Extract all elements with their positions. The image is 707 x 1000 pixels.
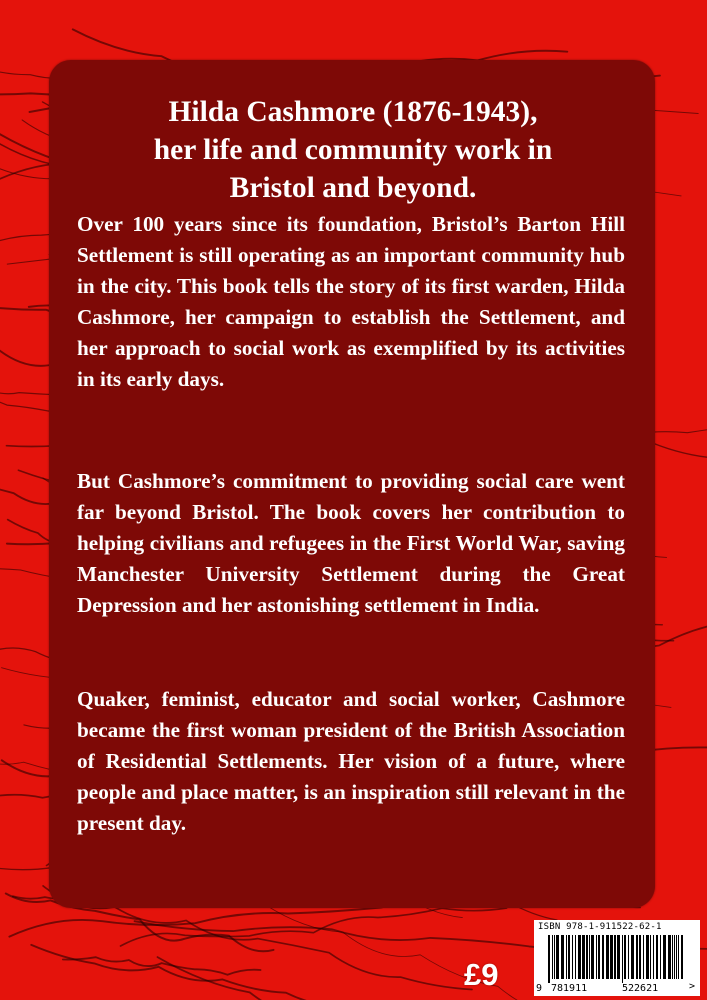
barcode-bar [602,935,604,979]
barcode-first-digit: 9 [536,983,543,994]
barcode-bar [575,935,576,979]
barcode-bar [610,935,613,979]
isbn-number: ISBN 978-1-911522-62-1 [538,922,662,932]
barcode-bar [554,935,555,979]
barcode-bar [572,935,573,979]
title-line-2: her life and community work in [153,134,553,166]
barcode-right-digits: 522621 [622,983,659,994]
barcode-bar [614,935,616,979]
barcode-bar [628,935,629,979]
barcode-bar [674,935,675,979]
barcode-bar [631,935,634,979]
barcode-bar [639,935,641,979]
barcode-bar [596,935,597,979]
blurb-paragraph-3: Quaker, feminist, educator and social worker, Cashmore became the first woman president of the British Association of Residential Settlements. Her vision of a future, where people and place matter, is an inspiration still relevant in the present day. [77,687,625,835]
barcode-bar [566,935,567,979]
barcode-bar [681,935,683,979]
blurb-paragraph-1: Over 100 years since its foundation, Bristol’s Barton Hill Settlement is still operating as an important community hub in the city. This book tells the story of its first warden, Hilda Cashmore, her campaign to establish the Settlement, and her approach to social work as exemplified by its activities in its early days. [77,212,625,391]
barcode-bar [672,935,673,979]
price-label: £9 [464,957,499,992]
book-title [60,93,646,207]
barcode-bar [598,935,600,979]
title-line-3: Bristol and beyond. [229,172,477,204]
barcode-bar [668,935,671,979]
barcode-bar [568,935,570,979]
barcode-bar [676,935,677,979]
barcode-left-digits: 781911 [551,983,588,994]
barcode-bar [622,935,623,983]
barcode-quiet-zone-mark: > [689,981,696,992]
barcode-bar [591,935,594,979]
barcode-bar [656,935,658,979]
barcode-bar [606,935,609,979]
barcode-bar [643,935,644,979]
barcode-bar [578,935,581,979]
barcode-bar [556,935,559,979]
title-line-1: Hilda Cashmore (1876-1943), [168,96,538,128]
barcode-bar [586,935,588,979]
barcode-bar [660,935,661,979]
barcode-bar [636,935,638,979]
barcode-bar [624,935,626,979]
barcode-bar [663,935,666,979]
barcode-bar [582,935,585,979]
blurb-paragraph-2: But Cashmore’s commitment to providing social care went far beyond Bristol. The book covers her contribution to helping civilians and refugees in the First World War, saving Manchester University Settlement during the Great Depression and her astonishing settlement in India. [77,469,625,617]
barcode-bar [548,935,550,983]
barcode-bar [589,935,590,979]
barcode-bar [678,935,679,979]
barcode-bar [653,935,654,979]
isbn-barcode [534,920,700,996]
barcode-bar [617,935,620,979]
barcode-bars [538,935,688,983]
barcode-bar [552,935,553,979]
barcode-bar [561,935,564,979]
barcode-bar [646,935,649,979]
barcode-bar [650,935,651,979]
